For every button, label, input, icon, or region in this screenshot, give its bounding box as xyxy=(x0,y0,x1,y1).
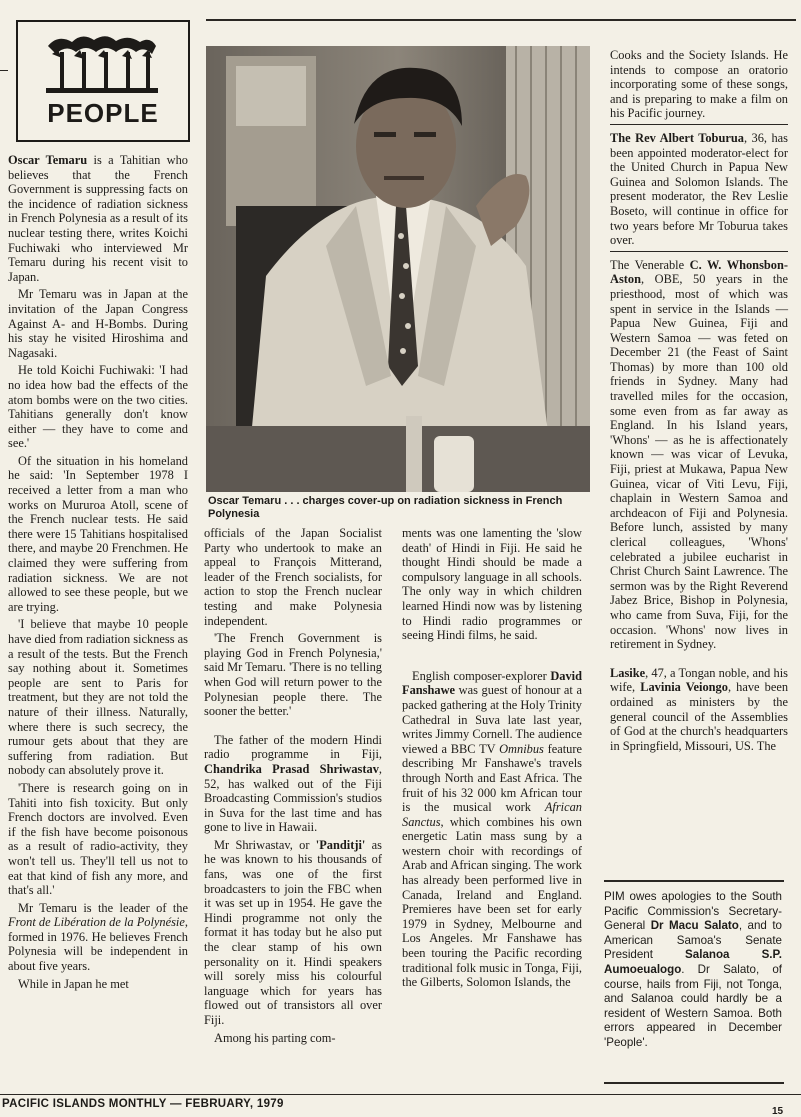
paragraph: While in Japan he met xyxy=(18,976,129,991)
paragraph: The father of the modern Hindi radio programme in Fiji, Chandrika Prasad Shriwastav, 52, has walked out of the Fiji Broadcasting Commission's studios in Suva for the last time and has gone to live in Hawaii. xyxy=(204,732,382,835)
paragraph: 'There is research going on in Tahiti into fish toxicity. But only French doctors are involved. Even if the fish have become poisonous as a result of radio-activity, they won't tell us. They'll tell us not to eat that kind of fish any more, and that's all.' xyxy=(8,780,188,898)
correction-top-rule xyxy=(604,880,784,882)
paragraph: Of the situation in his homeland he said: 'In September 1978 I received a letter from a man who works on Mururoa Atoll, scene of the French nuclear tests. He said there were 15 Tahitians hospitalised there, and maybe 20 Frenchmen. He claimed they were suffering from radiation sickness. We are not allowed to see these people, but we are trying. xyxy=(8,453,188,614)
photo-caption: Oscar Temaru . . . charges cover-up on radiation sickness in French Polynesia xyxy=(208,495,563,520)
paragraph: Oscar Temaru is a Tahitian who believes that the French Government is suppressing facts on the incidence of radiation sickness in French Polynesia as a result of its nuclear testing there, writes Koichi Fuchiwaki who interviewed Mr Temaru during his recent visit to Japan. xyxy=(8,153,188,284)
paragraph: The Rev Albert Toburua, 36, has been appointed moderator-elect for the United Church in Papua New Guinea and Solomon Islands. The present moderator, the Rev Leslie Boseto, will continue in office for two years before Mr Toburua takes over. xyxy=(610,130,788,248)
divider xyxy=(610,251,788,252)
paragraph: The Venerable C. W. Whonsbon-Aston, OBE, 50 years in the priesthood, most of which was spent in service in the Islands — Papua New Guinea, Fiji and Western Samoa — was feted on December 21 (the Feast of Saint Thomas) by more than 100 old friends in Sydney. Many had travelled miles for the occasion, some even from as far away as England. In his Island years, 'Whons' — as he is affectionately known — was vicar of Levuka, Fiji, priest at Mukawa, Papua New Guinea, vicar of Viti Levu, Fiji, chaplain in Western Samoa and archdeacon of Fiji and Polynesia. Before lunch, assisted by many clerical colleagues, 'Whons' celebrated a jubilee eucharist in Christ Church Saint Lawrence. The sermon was by the Right Reverend Jabez Brice, Bishop in Polynesia, who came from Suva, Fiji, for the occasion. 'Whons' now lives in retirement in Sydney. xyxy=(610,257,788,652)
column-2 xyxy=(204,526,382,1048)
footer-text: PACIFIC ISLANDS MONTHLY — FEBRUARY, 1979 xyxy=(2,1098,284,1110)
paragraph: officials of the Japan Socialist Party who undertook to make an appeal to François Mitterand, leader of the French socialists, for action to stop the French nuclear testing and make Polynesia independent. xyxy=(204,526,382,628)
left-edge-mark xyxy=(0,70,8,71)
top-rule xyxy=(206,19,796,21)
correction-text: PIM owes apologies to the South Pacific Commission's Secretary-General Dr Macu Salato, and to American Samoa's Senate President Salanoa S.P. Aumoeualogo. Dr Salato, of course, hails from Fiji, not Tonga, and Salanoa could hardly be a resident of Western Samoa. Both errors appeared in December 'People'. xyxy=(604,890,782,1049)
palm-trees-icon xyxy=(46,32,158,94)
paragraph: 'I believe that maybe 10 people have died from radiation sickness as a result of the tests. But the French say nothing about it. Sometimes people are sent to Paris for treatment, but they are not told the nature of their illness. Naturally, where there is such secrecy, the rumour gets about that they are suffering from radiation. But nobody can absolutely prove it. xyxy=(8,617,188,778)
paragraph: Among his parting com- xyxy=(214,1030,336,1045)
paragraph: He told Koichi Fuchiwaki: 'I had no idea how bad the effects of the atom bombs were on the two cities. Tahitians generally don't know either — they have to come and see.' xyxy=(8,363,188,451)
correction-note xyxy=(604,890,782,1054)
paragraph: Mr Temaru was in Japan at the invitation of the Japan Congress Against A- and H-Bombs. During his stay he visited Hiroshima and Nagasaki. xyxy=(8,287,188,360)
portrait-photo xyxy=(206,46,590,492)
paragraph: Cooks and the Society Islands. He intends to compose an oratorio incorporating some of these songs, and is preparing to make a film on his Pacific journey. xyxy=(610,48,788,121)
paragraph: Mr Shriwastav, or 'Panditji' as he was known to his thousands of fans, was one of the first broadcasters to join the FBC when it was set up in 1954. He gave the Hindi programme not only the format it has today but he also put the clear stamp of his own personality on it. Hindi speakers will sorely miss his colourful language which for years has flowed out of transistors all over Fiji. xyxy=(204,837,382,1027)
correction-bottom-rule xyxy=(604,1082,784,1084)
column-4 xyxy=(610,48,788,756)
column-3 xyxy=(402,526,582,993)
page-number: 15 xyxy=(772,1106,784,1117)
paragraph: Mr Temaru is the leader of the Front de Libération de la Polynésie, formed in 1976. He believes French Polynesia will be independent in about five years. xyxy=(8,900,188,974)
section-header-box xyxy=(16,20,190,142)
divider xyxy=(610,124,788,125)
footer-rule xyxy=(0,1094,801,1095)
section-title: PEOPLE xyxy=(47,98,159,128)
paragraph: 'The French Government is playing God in French Polynesia,' said Mr Temaru. 'There is no telling when God will return power to the Polynesian people there. The sooner the better.' xyxy=(204,631,382,719)
paragraph: English composer-explorer David Fanshawe was guest of honour at a packed gathering at the Holy Trinity Cathedral in Suva late last year, writes Jimmy Cornell. The audience viewed a BBC TV Omnibus feature describing Mr Fanshawe's travels through North and East Africa. The fruit of his 32 000 km African tour is the musical work African Sanctus, which combines his own energetic Latin mass sung by a western choir with recordings of Arab and African singing. The work has already been performed live in Canada, Ireland and England. Premieres have been set for early 1979 in Sydney, Melbourne and Los Angeles. Mr Fanshawe has been touring the Pacific recording traditional folk music in Tonga, Fiji, the Gilberts, Solomon Islands, the xyxy=(402,668,582,990)
column-1 xyxy=(8,153,188,994)
paragraph: Lasike, 47, a Tongan noble, and his wife, Lavinia Veiongo, have been ordained as ministers by the general council of the Assemblies of God at the church's headquarters in Springfield, Missouri, US. The xyxy=(610,665,789,753)
paragraph: ments was one lamenting the 'slow death' of Hindi in Fiji. He said he thought Hindi should be made a compulsory language in all schools. The only way in which children learned Hindi now was by listening to Hindi radio programmes or seeing Hindi films, he said. xyxy=(402,526,582,643)
